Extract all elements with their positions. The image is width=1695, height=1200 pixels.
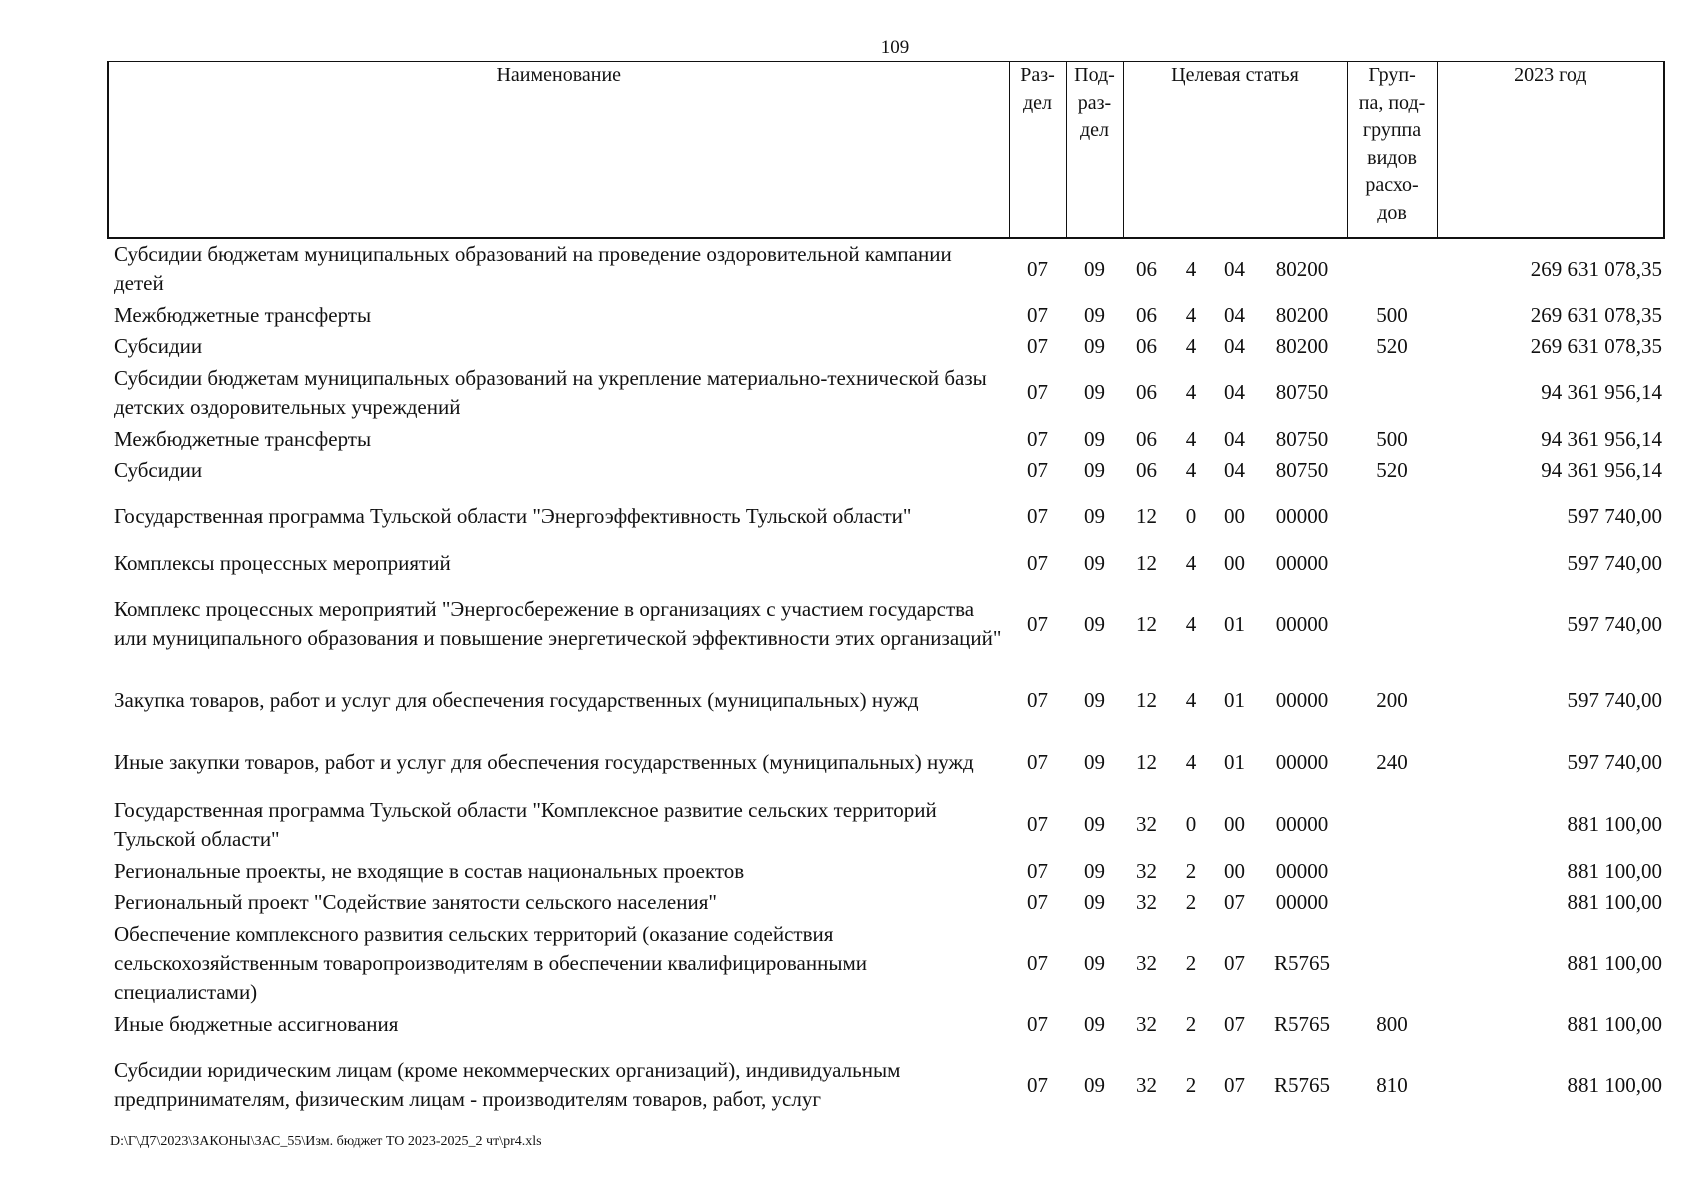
table-row (108, 918, 1664, 1009)
row-target-program-cell: 06 (1136, 256, 1157, 281)
row-target-subtype-cell: 00 (1224, 504, 1245, 528)
table-row (108, 670, 1664, 732)
row-target-direction-cell: R5765 (1274, 1011, 1331, 1036)
table-row (108, 548, 1664, 579)
footer-file-path: D:\Г\Д7\2023\ЗАКОНЫ\ЗАС_55\Изм. бюджет ТО 2023-2025_2 чт\pr4.xls (110, 1134, 542, 1149)
table-row (108, 455, 1664, 486)
row-target-type-cell: 4 (1185, 333, 1197, 358)
table-row (108, 331, 1664, 362)
row-sum-cell: 94 361 956,14 (1541, 380, 1663, 404)
row-razdel-cell: 07 (1027, 380, 1048, 404)
row-target-direction-cell: 00000 (1275, 688, 1329, 712)
row-target-subtype-cell: 00 (1224, 858, 1245, 883)
row-sum-cell: 597 740,00 (1567, 504, 1663, 528)
row-sum-cell: 881 100,00 (1567, 950, 1663, 975)
table-row (108, 238, 1664, 300)
row-target-program-cell: 06 (1136, 333, 1157, 358)
row-group-cell (1347, 794, 1437, 856)
row-podrazdel-cell: 09 (1084, 550, 1105, 575)
row-razdel-cell: 07 (1027, 333, 1048, 358)
row-target-subtype-cell: 01 (1224, 688, 1245, 712)
row-target-subtype-cell: 01 (1224, 750, 1245, 774)
row-target-program-cell: 06 (1136, 426, 1157, 451)
row-target-type-cell: 2 (1185, 950, 1197, 975)
row-razdel-cell: 07 (1027, 950, 1048, 975)
row-target-direction-cell: 00000 (1275, 504, 1329, 528)
row-sum-cell: 597 740,00 (1567, 611, 1663, 636)
row-group-cell: 240 (1376, 750, 1408, 774)
row-target-program-cell: 12 (1136, 688, 1157, 712)
table-row (108, 732, 1664, 794)
row-podrazdel-cell: 09 (1084, 1072, 1105, 1097)
row-group-cell: 800 (1376, 1011, 1408, 1036)
row-sum-cell: 597 740,00 (1567, 688, 1663, 712)
row-name-cell: Субсидии юридическим лицам (кроме некоммерческих организаций), индивидуальным предпринимателям, физическим лицам - производителям товаров, работ, услуг (114, 1058, 901, 1111)
table-row (108, 887, 1664, 918)
row-name-cell: Субсидии бюджетам муниципальных образований на проведение оздоровительной кампании детей (114, 242, 952, 295)
row-target-program-cell: 32 (1136, 812, 1157, 836)
row-name-cell: Закупка товаров, работ и услуг для обеспечения государственных (муниципальных) нужд (114, 688, 919, 712)
row-target-direction-cell: 80750 (1275, 426, 1329, 451)
table-row (108, 300, 1664, 331)
row-razdel-cell: 07 (1027, 1011, 1048, 1036)
row-target-type-cell: 2 (1185, 1011, 1197, 1036)
row-group-cell (1347, 579, 1437, 670)
row-podrazdel-cell: 09 (1084, 611, 1105, 636)
row-target-type-cell: 2 (1185, 858, 1197, 883)
row-target-type-cell: 2 (1185, 1072, 1197, 1097)
row-razdel-cell: 07 (1027, 504, 1048, 528)
row-target-subtype-cell: 07 (1224, 889, 1245, 914)
header-group: Груп- па, под- группа видов расхо- дов (1347, 62, 1437, 238)
row-sum-cell: 94 361 956,14 (1541, 426, 1663, 451)
row-target-direction-cell: 00000 (1275, 858, 1329, 883)
row-podrazdel-cell: 09 (1084, 688, 1105, 712)
row-sum-cell: 881 100,00 (1567, 889, 1663, 914)
row-target-type-cell: 4 (1185, 550, 1197, 575)
row-target-program-cell: 12 (1136, 550, 1157, 575)
row-group-cell: 500 (1376, 426, 1408, 451)
row-target-program-cell: 32 (1136, 1011, 1157, 1036)
row-target-program-cell: 06 (1136, 457, 1157, 482)
row-target-subtype-cell: 07 (1224, 950, 1245, 975)
row-target-program-cell: 32 (1136, 950, 1157, 975)
row-target-program-cell: 06 (1136, 302, 1157, 327)
row-group-cell (1347, 486, 1437, 548)
table-row (108, 424, 1664, 455)
row-target-type-cell: 4 (1185, 611, 1197, 636)
row-podrazdel-cell: 09 (1084, 426, 1105, 451)
row-razdel-cell: 07 (1027, 457, 1048, 482)
row-target-subtype-cell: 04 (1224, 302, 1245, 327)
row-target-direction-cell: 00000 (1275, 550, 1329, 575)
row-sum-cell: 94 361 956,14 (1541, 457, 1663, 482)
row-target-subtype-cell: 04 (1224, 256, 1245, 281)
row-target-type-cell: 4 (1185, 457, 1197, 482)
row-podrazdel-cell: 09 (1084, 889, 1105, 914)
row-target-program-cell: 12 (1136, 611, 1157, 636)
header-name: Наименование (108, 62, 1009, 238)
row-podrazdel-cell: 09 (1084, 750, 1105, 774)
row-name-cell: Государственная программа Тульской области "Энергоэффективность Тульской области" (114, 504, 912, 528)
row-sum-cell: 597 740,00 (1567, 750, 1663, 774)
row-target-subtype-cell: 00 (1224, 550, 1245, 575)
row-podrazdel-cell: 09 (1084, 457, 1105, 482)
row-podrazdel-cell: 09 (1084, 1011, 1105, 1036)
row-target-subtype-cell: 00 (1224, 812, 1245, 836)
row-razdel-cell: 07 (1027, 302, 1048, 327)
table-row (108, 486, 1664, 548)
row-target-direction-cell: 00000 (1275, 750, 1329, 774)
row-target-type-cell: 4 (1185, 380, 1197, 404)
row-razdel-cell: 07 (1027, 858, 1048, 883)
row-name-cell: Межбюджетные трансферты (114, 302, 372, 327)
row-target-direction-cell: 00000 (1275, 611, 1329, 636)
row-target-subtype-cell: 04 (1224, 333, 1245, 358)
row-target-program-cell: 12 (1136, 750, 1157, 774)
row-target-direction-cell: 80200 (1275, 256, 1329, 281)
page-number: 109 (880, 37, 910, 58)
row-target-direction-cell: R5765 (1274, 950, 1331, 975)
row-target-type-cell: 4 (1185, 302, 1197, 327)
row-name-cell: Государственная программа Тульской области "Комплексное развитие сельских территорий Тульской области" (114, 797, 937, 851)
row-podrazdel-cell: 09 (1084, 950, 1105, 975)
row-sum-cell: 597 740,00 (1567, 550, 1663, 575)
row-podrazdel-cell: 09 (1084, 333, 1105, 358)
row-razdel-cell: 07 (1027, 889, 1048, 914)
row-razdel-cell: 07 (1027, 750, 1048, 774)
row-target-subtype-cell: 07 (1224, 1011, 1245, 1036)
row-target-program-cell: 32 (1136, 1072, 1157, 1097)
row-razdel-cell: 07 (1027, 1072, 1048, 1097)
row-razdel-cell: 07 (1027, 611, 1048, 636)
row-podrazdel-cell: 09 (1084, 302, 1105, 327)
row-target-direction-cell: 00000 (1275, 812, 1329, 836)
row-name-cell: Межбюджетные трансферты (114, 426, 372, 451)
row-sum-cell: 269 631 078,35 (1530, 333, 1663, 358)
budget-table (107, 61, 1665, 1131)
row-podrazdel-cell: 09 (1084, 256, 1105, 281)
row-target-program-cell: 32 (1136, 858, 1157, 883)
row-group-cell: 520 (1376, 333, 1408, 358)
row-name-cell: Региональные проекты, не входящие в состав национальных проектов (114, 858, 745, 883)
row-target-subtype-cell: 04 (1224, 457, 1245, 482)
row-target-direction-cell: 80750 (1275, 457, 1329, 482)
row-razdel-cell: 07 (1027, 426, 1048, 451)
row-name-cell: Обеспечение комплексного развития сельских территорий (оказание содействия сельскохозяйственным товаропроизводителям в обеспечении квалифицированными специалистами) (114, 921, 867, 1004)
table-row (108, 579, 1664, 670)
header-sum: 2023 год (1437, 62, 1664, 238)
row-target-direction-cell: 80200 (1275, 333, 1329, 358)
row-name-cell: Субсидии бюджетам муниципальных образований на укрепление материально-технической базы детских оздоровительных учреждений (114, 365, 987, 419)
table-body (108, 238, 1664, 1131)
row-target-type-cell: 4 (1185, 688, 1197, 712)
row-sum-cell: 881 100,00 (1567, 812, 1663, 836)
table-row (108, 794, 1664, 856)
table-header-row (108, 62, 1664, 238)
row-target-direction-cell: 80750 (1275, 380, 1329, 404)
row-razdel-cell: 07 (1027, 256, 1048, 281)
row-group-cell (1347, 238, 1437, 300)
row-target-type-cell: 0 (1185, 504, 1197, 528)
header-target: Целевая статья (1123, 62, 1347, 238)
row-name-cell: Иные закупки товаров, работ и услуг для обеспечения государственных (муниципальных) нужд (114, 750, 974, 774)
row-target-subtype-cell: 01 (1224, 611, 1245, 636)
table-row (108, 1040, 1664, 1131)
table-row (108, 1009, 1664, 1040)
row-razdel-cell: 07 (1027, 550, 1048, 575)
row-group-cell: 500 (1376, 302, 1408, 327)
row-target-direction-cell: R5765 (1274, 1072, 1331, 1097)
row-target-type-cell: 4 (1185, 750, 1197, 774)
row-group-cell (1347, 362, 1437, 424)
row-target-subtype-cell: 04 (1224, 380, 1245, 404)
row-sum-cell: 269 631 078,35 (1530, 256, 1663, 281)
row-target-type-cell: 0 (1185, 812, 1197, 836)
row-group-cell: 520 (1376, 457, 1408, 482)
row-podrazdel-cell: 09 (1084, 812, 1105, 836)
row-name-cell: Региональный проект "Содействие занятости сельского населения" (114, 889, 717, 914)
row-target-program-cell: 32 (1136, 889, 1157, 914)
row-name-cell: Иные бюджетные ассигнования (114, 1011, 399, 1036)
row-target-program-cell: 06 (1136, 380, 1157, 404)
row-target-type-cell: 4 (1185, 426, 1197, 451)
row-sum-cell: 881 100,00 (1567, 858, 1663, 883)
row-group-cell (1347, 856, 1437, 887)
row-podrazdel-cell: 09 (1084, 858, 1105, 883)
row-group-cell: 810 (1376, 1072, 1408, 1097)
table-row (108, 362, 1664, 424)
row-podrazdel-cell: 09 (1084, 504, 1105, 528)
row-target-type-cell: 4 (1185, 256, 1197, 281)
row-group-cell (1347, 918, 1437, 1009)
row-target-type-cell: 2 (1185, 889, 1197, 914)
row-target-subtype-cell: 04 (1224, 426, 1245, 451)
row-group-cell: 200 (1376, 688, 1408, 712)
row-group-cell (1347, 548, 1437, 579)
row-name-cell: Субсидии (114, 333, 203, 358)
row-name-cell: Комплексы процессных мероприятий (114, 550, 451, 575)
header-razdel: Раз- дел (1009, 62, 1066, 238)
row-name-cell: Субсидии (114, 457, 203, 482)
row-razdel-cell: 07 (1027, 812, 1048, 836)
row-target-direction-cell: 80200 (1275, 302, 1329, 327)
row-target-direction-cell: 00000 (1275, 889, 1329, 914)
row-sum-cell: 881 100,00 (1567, 1011, 1663, 1036)
row-sum-cell: 269 631 078,35 (1530, 302, 1663, 327)
row-podrazdel-cell: 09 (1084, 380, 1105, 404)
row-target-program-cell: 12 (1136, 504, 1157, 528)
row-name-cell: Комплекс процессных мероприятий "Энергосбережение в организациях с участием государства или муниципального образования и повышение энергетической эффективности этих организаций" (114, 597, 1002, 650)
row-group-cell (1347, 887, 1437, 918)
table-row (108, 856, 1664, 887)
row-target-subtype-cell: 07 (1224, 1072, 1245, 1097)
header-podrazdel: Под- раз- дел (1066, 62, 1123, 238)
row-sum-cell: 881 100,00 (1567, 1072, 1663, 1097)
row-razdel-cell: 07 (1027, 688, 1048, 712)
